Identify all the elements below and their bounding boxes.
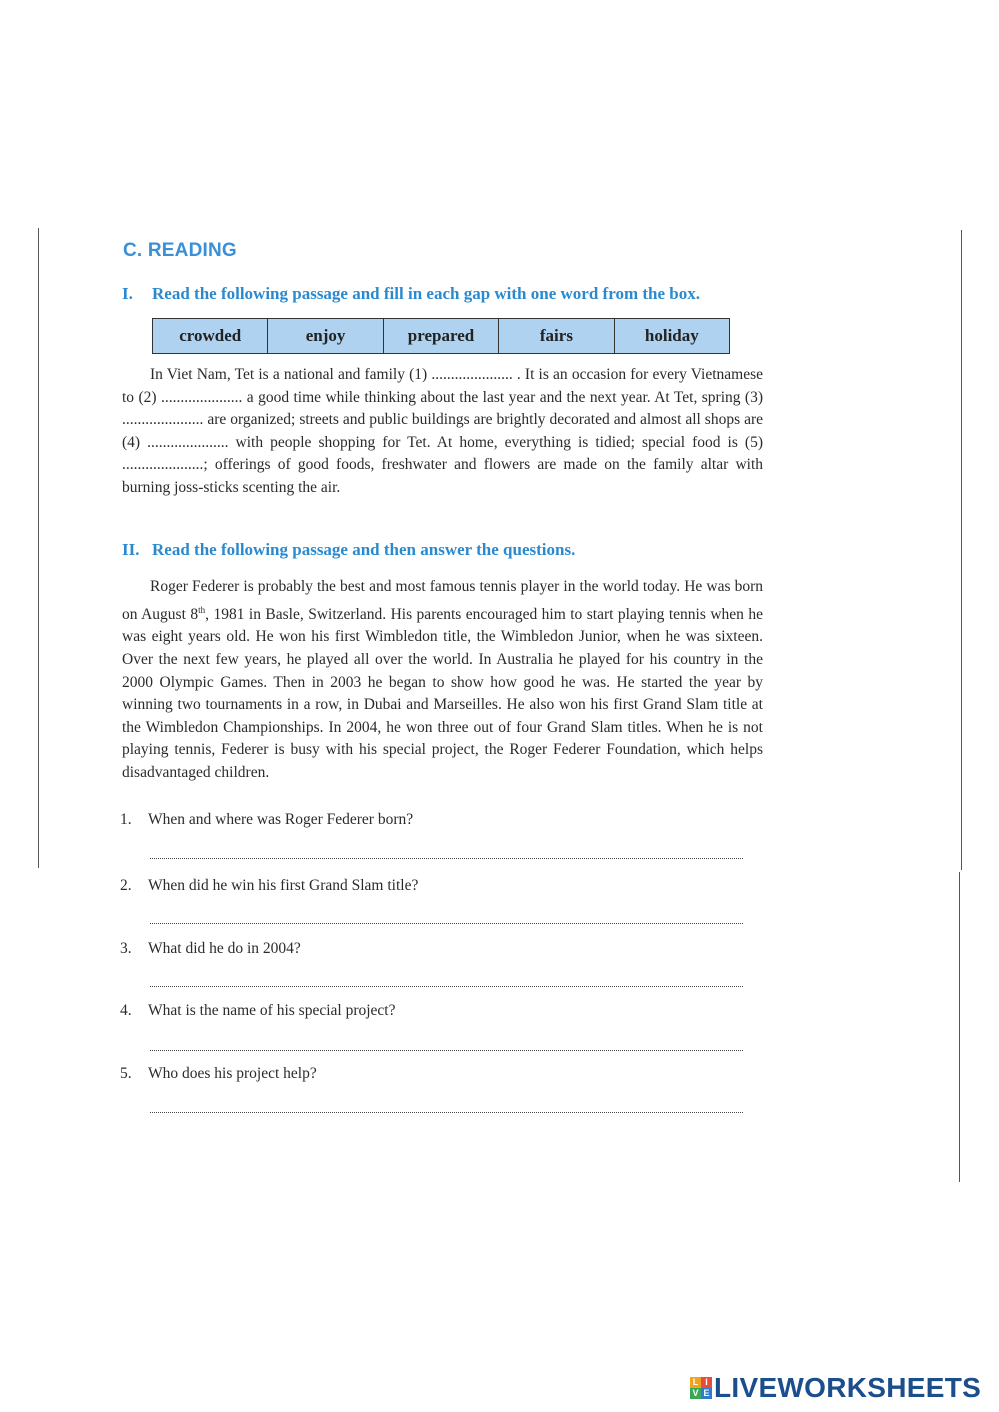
word-box-cell: holiday [644,326,699,345]
word-box-cell: crowded [153,319,268,353]
part2-instruction: Read the following passage and then answer the questions. [152,540,576,559]
right-margin-line-lower [959,872,960,1182]
part1-number: I. [122,284,133,303]
question-text: What is the name of his special project? [148,1002,396,1019]
question-text: What did he do in 2004? [148,940,301,957]
part2-passage-sup: th [198,604,206,615]
part1-passage [122,364,763,500]
section-title: C. READING [123,240,237,261]
question-number: 5. [120,1065,132,1082]
word-box-cell: enjoy [268,319,383,353]
part2-passage-text-b: , 1981 in Basle, Switzerland. His parents encouraged him to start playing tennis when he was eight years old. He won his first Wimbledon title, the Wimbledon Junior, when he was sixteen. Over the next few years, he played all over the world. In Australia he played for his country in the 2000 Olympic Games. Then in 2003 he began to show how good he was. He started the year by winning two tournaments in a row, in Dubai and Marseilles. He also won his first Grand Slam title at the Wimbledon Championships. In 2004, he won three out of four Grand Slam titles. When he is not playing tennis, Federer is busy with his special project, the Roger Federer Foundation, which helps disadvantaged children. [122,605,763,781]
left-margin-line [38,228,39,868]
word-box-cell: prepared [384,319,499,353]
answer-line-2[interactable] [150,921,743,924]
word-box-cell: fairs [499,319,614,353]
question-5 [120,1065,317,1083]
question-number: 4. [120,1002,132,1019]
liveworksheets-logo[interactable] [690,1374,981,1402]
question-text: When did he win his first Grand Slam title? [148,877,419,894]
question-2 [120,877,418,895]
logo-grid-icon: L I V E [690,1377,712,1399]
part1-instruction: Read the following passage and fill in each gap with one word from the box. [152,284,700,303]
question-text: Who does his project help? [148,1065,317,1082]
question-number: 3. [120,940,132,957]
question-1 [120,811,413,829]
word-box [152,318,730,354]
part2-passage [122,576,763,785]
part1-passage-text: In Viet Nam, Tet is a national and family (1) ..................... . It is an occasion for every Vietnamese to (2) ..................... a good time while thinking about the last year and the next year. At Tet, spring (3) ..................... are organized; streets and public buildings are brightly decorated and almost all shops are (4) ..................... with people shopping for Tet. At home, everything is tidied; special food is (5) .....................; offerings of good foods, freshwater and flowers are made on the family altar with burning joss-sticks scenting the air. [122,366,763,496]
question-number: 1. [120,811,132,828]
question-4 [120,1002,395,1020]
logo-text: LIVEWORKSHEETS [714,1372,982,1403]
question-text: When and where was Roger Federer born? [148,811,414,828]
answer-line-4[interactable] [150,1048,743,1051]
part2-passage-text-a: Roger Federer is probably the best and most famous tennis player in the world today. He was born on August 8 [122,578,763,623]
part1-heading [122,284,700,304]
question-3 [120,940,301,958]
answer-line-1[interactable] [150,856,743,859]
answer-line-5[interactable] [150,1110,743,1113]
answer-line-3[interactable] [150,984,743,987]
question-number: 2. [120,877,132,894]
part2-number: II. [122,540,140,559]
part2-heading [122,540,575,560]
right-margin-line [961,230,962,870]
